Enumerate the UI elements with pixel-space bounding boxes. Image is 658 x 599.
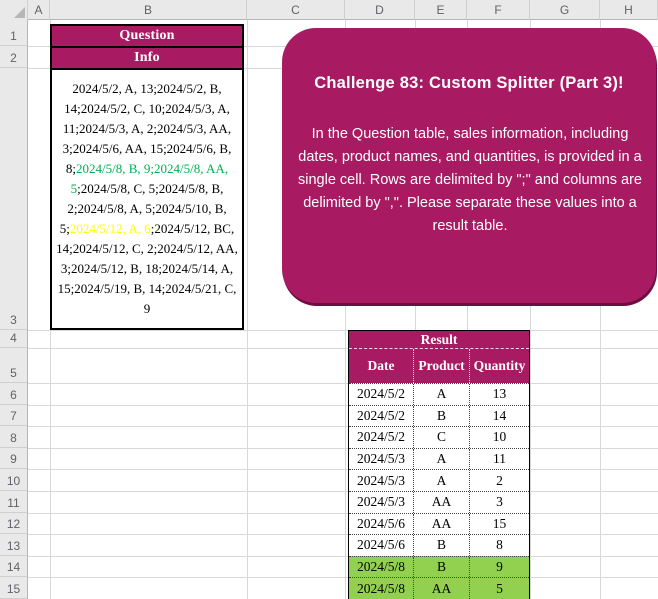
result-cell-date[interactable]: 2024/5/2 (356, 386, 405, 402)
result-cell-quantity[interactable]: 8 (469, 535, 529, 556)
question-table-info-header-cell[interactable]: Info (50, 46, 244, 68)
result-table (348, 330, 530, 599)
row-header-8[interactable]: 8 (0, 426, 27, 448)
column-header-H[interactable]: H (600, 0, 658, 20)
result-cell-quantity[interactable]: 15 (469, 514, 529, 535)
challenge-description: In the Question table, sales information, including dates, product names, and quantities, is provided in a single cell. Rows are delimited by ";" and columns are delimited by ",". Please separate these values into a result table. (298, 126, 642, 234)
result-cell-date[interactable]: 2024/5/3 (356, 494, 405, 510)
info-segment: ;2024/5/12, BC, 14;2024/5/12, C, 2;2024/5/12, AA, 3;2024/5/12, B, 18;2024/5/14, A, 15;2024/5/19, B, 14;2024/5/21, C, 9 (56, 221, 238, 316)
result-table-title-cell[interactable]: Result (349, 331, 529, 349)
column-header-B[interactable]: B (50, 0, 247, 20)
gridline-horizontal (28, 426, 658, 427)
column-header-F[interactable]: F (467, 0, 530, 20)
question-info-cell[interactable] (50, 68, 244, 330)
row-header-10[interactable]: 10 (0, 469, 27, 491)
result-cell-quantity[interactable]: 9 (469, 557, 529, 578)
result-cell-date[interactable]: 2024/5/2 (356, 407, 405, 423)
result-row (349, 534, 529, 556)
result-cell-date[interactable]: 2024/5/8 (356, 580, 405, 596)
info-segment: 2024/5/2, A, 13;2024/5/2, B, 14;2024/5/2, C, 10;2024/5/3, A, 11;2024/5/3, A, 2;2024/5/3, AA, 3;2024/5/6, AA, 15;2024/5/6, B, 8; (62, 81, 232, 176)
question-table-title-cell[interactable]: Question (50, 24, 244, 46)
result-colhead-date[interactable]: Date (367, 358, 395, 373)
result-column-headers (349, 349, 529, 383)
column-header-strip (0, 0, 658, 20)
result-row (349, 513, 529, 535)
result-cell-product[interactable]: A (413, 470, 469, 491)
row-header-5[interactable]: 5 (0, 348, 27, 383)
result-cell-date[interactable]: 2024/5/3 (356, 451, 405, 467)
result-row (349, 426, 529, 448)
gridline-horizontal (28, 383, 658, 384)
select-all-corner[interactable] (0, 0, 28, 20)
gridline-horizontal (28, 330, 658, 331)
row-header-4[interactable]: 4 (0, 330, 27, 348)
result-row (349, 491, 529, 513)
result-cell-quantity[interactable]: 13 (469, 384, 529, 405)
row-header-1[interactable]: 1 (0, 20, 27, 46)
gridline-horizontal (28, 513, 658, 514)
row-header-14[interactable]: 14 (0, 556, 27, 578)
row-header-strip (0, 20, 28, 599)
row-header-9[interactable]: 9 (0, 448, 27, 470)
result-rows (349, 383, 529, 599)
result-cell-product[interactable]: B (413, 535, 469, 556)
row-header-2[interactable]: 2 (0, 46, 27, 68)
column-header-E[interactable]: E (415, 0, 467, 20)
result-row (349, 469, 529, 491)
gridline-horizontal (28, 469, 658, 470)
row-header-15[interactable]: 15 (0, 577, 27, 599)
row-header-11[interactable]: 11 (0, 491, 27, 513)
select-all-triangle-icon (14, 7, 25, 18)
result-row (349, 556, 529, 578)
result-cell-product[interactable]: AA (413, 578, 469, 599)
result-cell-product[interactable]: AA (413, 514, 469, 535)
row-header-12[interactable]: 12 (0, 513, 27, 535)
gridline-horizontal (28, 348, 658, 349)
result-cell-date[interactable]: 2024/5/2 (356, 429, 405, 445)
result-cell-quantity[interactable]: 11 (469, 449, 529, 470)
result-cell-quantity[interactable]: 2 (469, 470, 529, 491)
column-header-D[interactable]: D (345, 0, 415, 20)
result-cell-quantity[interactable]: 3 (469, 492, 529, 513)
info-segment: 2024/5/8, B, 9;2024/5/8, AA, 5 (70, 161, 229, 196)
result-cell-date[interactable]: 2024/5/3 (356, 472, 405, 488)
challenge-callout-shape[interactable] (282, 28, 656, 303)
column-header-G[interactable]: G (530, 0, 600, 20)
result-cell-product[interactable]: B (413, 406, 469, 427)
result-cell-product[interactable]: AA (413, 492, 469, 513)
result-cell-date[interactable]: 2024/5/8 (356, 559, 405, 575)
gridline-horizontal (28, 448, 658, 449)
gridline-horizontal (28, 577, 658, 578)
result-cell-quantity[interactable]: 5 (469, 578, 529, 599)
result-cell-product[interactable]: A (413, 449, 469, 470)
gridline-horizontal (28, 491, 658, 492)
result-cell-quantity[interactable]: 14 (469, 406, 529, 427)
result-row (349, 405, 529, 427)
result-row (349, 383, 529, 405)
result-cell-date[interactable]: 2024/5/6 (356, 515, 405, 531)
column-header-C[interactable]: C (247, 0, 345, 20)
result-cell-product[interactable]: C (413, 427, 469, 448)
challenge-title: Challenge 83: Custom Splitter (Part 3)! (314, 74, 624, 92)
result-row (349, 577, 529, 599)
row-header-6[interactable]: 6 (0, 383, 27, 405)
row-header-13[interactable]: 13 (0, 534, 27, 556)
result-cell-product[interactable]: A (413, 384, 469, 405)
result-cell-date[interactable]: 2024/5/6 (356, 537, 405, 553)
column-header-A[interactable]: A (28, 0, 50, 20)
question-table (50, 24, 244, 330)
gridline-horizontal (28, 534, 658, 535)
result-colhead-product[interactable]: Product (413, 349, 469, 383)
gridline-horizontal (28, 556, 658, 557)
info-segment: 2024/5/12, A, 6 (69, 221, 151, 236)
info-segment: ;2024/5/8, C, 5;2024/5/8, B, 2;2024/5/8, A, 5;2024/5/10, B, 5; (59, 181, 227, 236)
row-header-7[interactable]: 7 (0, 405, 27, 427)
gridline-horizontal (28, 405, 658, 406)
row-header-3[interactable]: 3 (0, 68, 27, 330)
result-colhead-quantity[interactable]: Quantity (469, 349, 529, 383)
result-cell-product[interactable]: B (413, 557, 469, 578)
question-info-text (56, 79, 238, 319)
result-row (349, 448, 529, 470)
result-cell-quantity[interactable]: 10 (469, 427, 529, 448)
